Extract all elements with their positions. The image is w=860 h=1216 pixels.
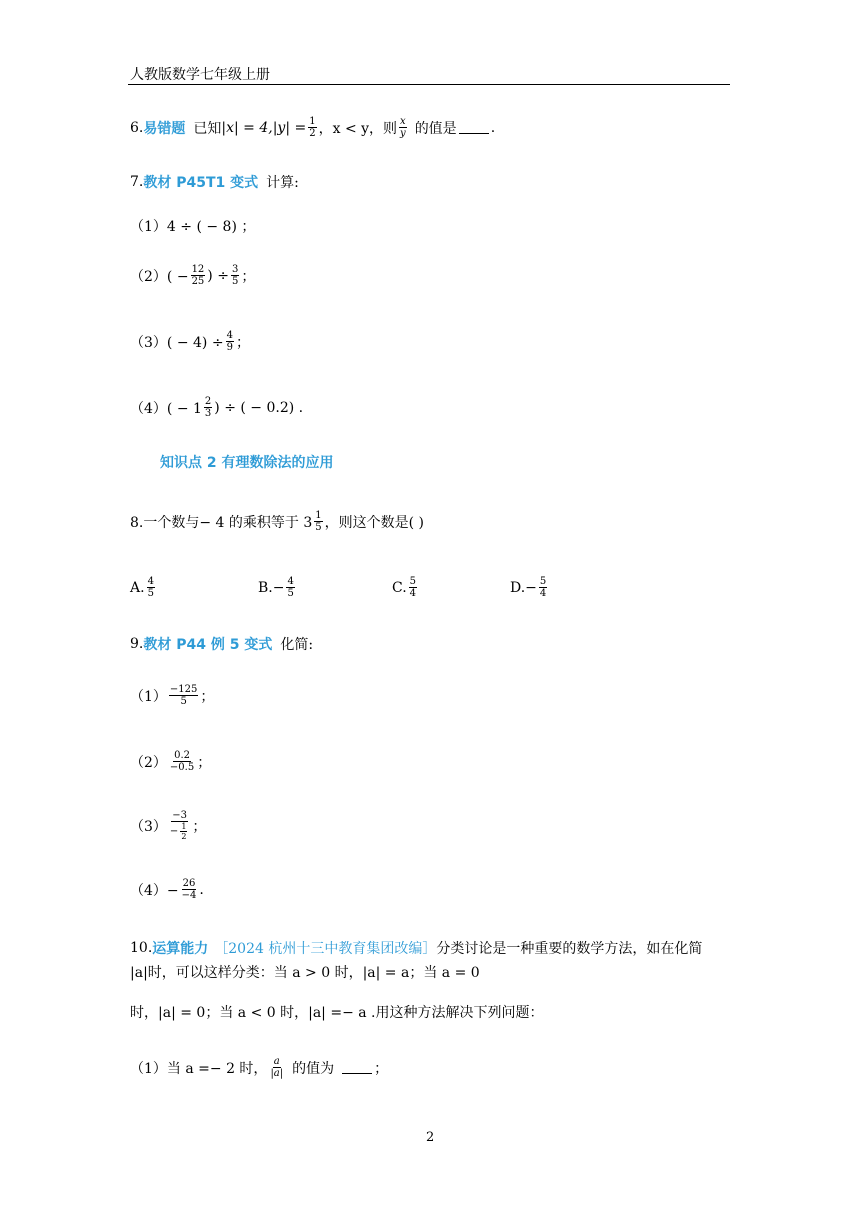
page-number: 2 [426, 1130, 435, 1145]
q7-text: 计算: [266, 175, 299, 191]
q8-optC-den: 4 [409, 588, 417, 599]
q7-item-2-fraction-a [191, 264, 206, 287]
q10-line-3: 时，|a| = 0；当 a < 0 时，|a| =− a .用这种方法解决下列问题： [130, 1005, 544, 1021]
q6-pre: 已知 [193, 120, 222, 137]
q9-item-2 [130, 750, 211, 773]
q10-item-1-fraction [269, 1056, 284, 1079]
q9-number: 9. [130, 636, 144, 652]
q8-fraction [314, 510, 322, 533]
q8-option-b[interactable] [258, 576, 297, 599]
q8-optD-den: 4 [539, 588, 547, 599]
q8-optA-num: 4 [147, 576, 154, 587]
q7-i4-fnum: 2 [204, 396, 212, 407]
q6-condition: ，x < y，则 [318, 120, 398, 137]
q8-option-a[interactable] [130, 576, 157, 599]
q10-line-2: |a|时，可以这样分类：当 a > 0 时，|a| = a；当 a = 0 [130, 965, 480, 981]
q7-item-4-pre: （4）( − 1 [130, 400, 202, 417]
q9-item-3-pre: （3） [130, 818, 167, 835]
q8-option-b-label: B.− [258, 579, 285, 596]
q9-item-3 [130, 810, 206, 841]
q9-i1-num: −125 [169, 684, 198, 695]
q9-i3-inner-den: 2 [181, 832, 187, 841]
q7-i2-gden: 5 [231, 276, 239, 287]
q8-option-d[interactable] [510, 576, 549, 599]
q8-optA-den: 5 [147, 588, 154, 599]
q7-item-2-fraction-b [231, 264, 239, 287]
q7-item-4 [130, 396, 303, 419]
q8-fnum: 1 [315, 510, 322, 521]
q9-tag: 教材 P44 例 5 变式 [143, 637, 273, 653]
q9-i3-num: −3 [172, 810, 188, 821]
q9-item-4-pre: （4）− [130, 882, 179, 899]
q7-i3-fden: 9 [226, 342, 233, 353]
q6-abs-x: |x| = 4, [221, 119, 273, 136]
q10-item-1 [130, 1056, 388, 1079]
q7-number: 7. [130, 174, 144, 190]
q9-item-1-pre: （1） [130, 688, 167, 705]
q10-i1-den: |a| [270, 1068, 284, 1079]
q6-tag: 易错题 [143, 120, 186, 137]
q7-i2-gnum: 3 [231, 264, 239, 275]
q8-option-b-fraction [286, 576, 294, 599]
q6-tail: 的值是 [414, 120, 457, 137]
question-7 [130, 172, 299, 192]
section-title: 知识点 2 有理数除法的应用 [160, 455, 334, 471]
q7-item-3-fraction [226, 330, 234, 353]
q7-item-2-end: ； [241, 268, 256, 285]
header-rule [128, 84, 730, 85]
q8-option-d-fraction [539, 576, 547, 599]
q8-option-d-label: D.− [510, 579, 537, 596]
q6-half-den: 2 [309, 128, 316, 139]
q9-i2-den: −0.5 [169, 762, 195, 773]
q8-tail: ，则这个数是( ) [324, 514, 425, 531]
q9-i1-den: 5 [180, 696, 187, 707]
q9-i3-den-sign: − [169, 826, 179, 837]
q8-optB-den: 5 [287, 588, 294, 599]
q7-i3-fnum: 4 [226, 330, 233, 341]
q9-item-3-end: ； [192, 818, 207, 835]
q6-half-fraction [308, 116, 316, 139]
q7-item-2-pre: （2）( − [130, 268, 189, 285]
q8-optB-num: 4 [287, 576, 294, 587]
q8-option-c-fraction [409, 576, 417, 599]
q9-item-3-fraction [169, 810, 190, 841]
q9-i3-den [169, 822, 190, 841]
q10-source: ［2024 杭州十三中教育集团改编］ [214, 941, 437, 957]
page-header: 人教版数学七年级上册 [130, 67, 270, 83]
q7-item-3-pre: （3）( − 4) ÷ [130, 334, 224, 351]
q10-i1-num: a [273, 1056, 280, 1067]
question-8 [130, 510, 424, 533]
q9-item-2-end: ； [197, 754, 212, 771]
q8-option-a-fraction [147, 576, 155, 599]
question-9 [130, 634, 313, 654]
q7-item-4-end: ) ÷ ( − 0.2) . [214, 399, 304, 416]
q9-item-1-fraction [169, 684, 198, 707]
q6-half-num: 1 [309, 116, 316, 127]
q10-number: 10. [130, 940, 153, 956]
q7-item-3-end: ； [235, 334, 250, 351]
q7-i2-fden: 25 [191, 276, 205, 287]
q9-i4-num: 26 [182, 878, 196, 889]
q7-item-4-fraction [204, 396, 212, 419]
q6-xy-fraction [399, 116, 407, 139]
q9-item-4-fraction [181, 878, 198, 901]
q8-option-a-label: A. [130, 579, 145, 596]
q10-line-1: 分类讨论是一种重要的数学方法，如在化简 [436, 941, 703, 957]
q8-fden: 5 [315, 522, 322, 533]
q7-item-1: （1）4 ÷ ( − 8) ； [130, 219, 256, 235]
q6-xy-den: y [400, 128, 406, 139]
q9-i3-inner-fraction [180, 822, 187, 841]
q9-item-4 [130, 878, 204, 901]
q7-i4-fden: 3 [204, 408, 212, 419]
q6-xy-num: x [400, 116, 406, 127]
q9-i3-inner-num: 1 [181, 822, 187, 831]
q8-optC-num: 5 [409, 576, 417, 587]
q9-item-1 [130, 684, 214, 707]
q8-text: 8.一个数与− 4 的乘积等于 3 [130, 514, 313, 531]
q10-tag: 运算能力 [152, 941, 209, 957]
q9-i2-num: 0.2 [174, 750, 191, 761]
q9-item-4-end: . [199, 881, 204, 898]
q9-i4-den: −4 [181, 890, 197, 901]
q7-item-3 [130, 330, 250, 353]
q9-item-2-pre: （2） [130, 754, 167, 771]
question-6 [130, 116, 495, 139]
q8-option-c[interactable] [392, 576, 419, 599]
q8-option-c-label: C. [392, 579, 407, 596]
q6-answer-blank[interactable] [459, 121, 489, 134]
q9-item-2-fraction [169, 750, 195, 773]
q7-item-2 [130, 264, 255, 287]
q8-optD-num: 5 [539, 576, 547, 587]
q6-number: 6. [130, 119, 144, 136]
q9-text: 化简: [280, 637, 314, 653]
q10-item-1-mid: 的值为 [292, 1060, 335, 1077]
q9-item-1-end: ； [200, 688, 215, 705]
q10-answer-blank[interactable] [342, 1061, 372, 1074]
q7-i2-fnum: 12 [191, 264, 205, 275]
q7-tag: 教材 P45T1 变式 [143, 175, 259, 191]
q7-item-2-mid: ) ÷ [207, 267, 229, 284]
question-10 [130, 938, 702, 958]
q6-end: . [490, 119, 496, 136]
q10-item-1-pre: （1）当 a =− 2 时， [130, 1060, 268, 1077]
q10-item-1-end: ； [374, 1060, 389, 1077]
q6-abs-y: |y| = [272, 119, 307, 136]
